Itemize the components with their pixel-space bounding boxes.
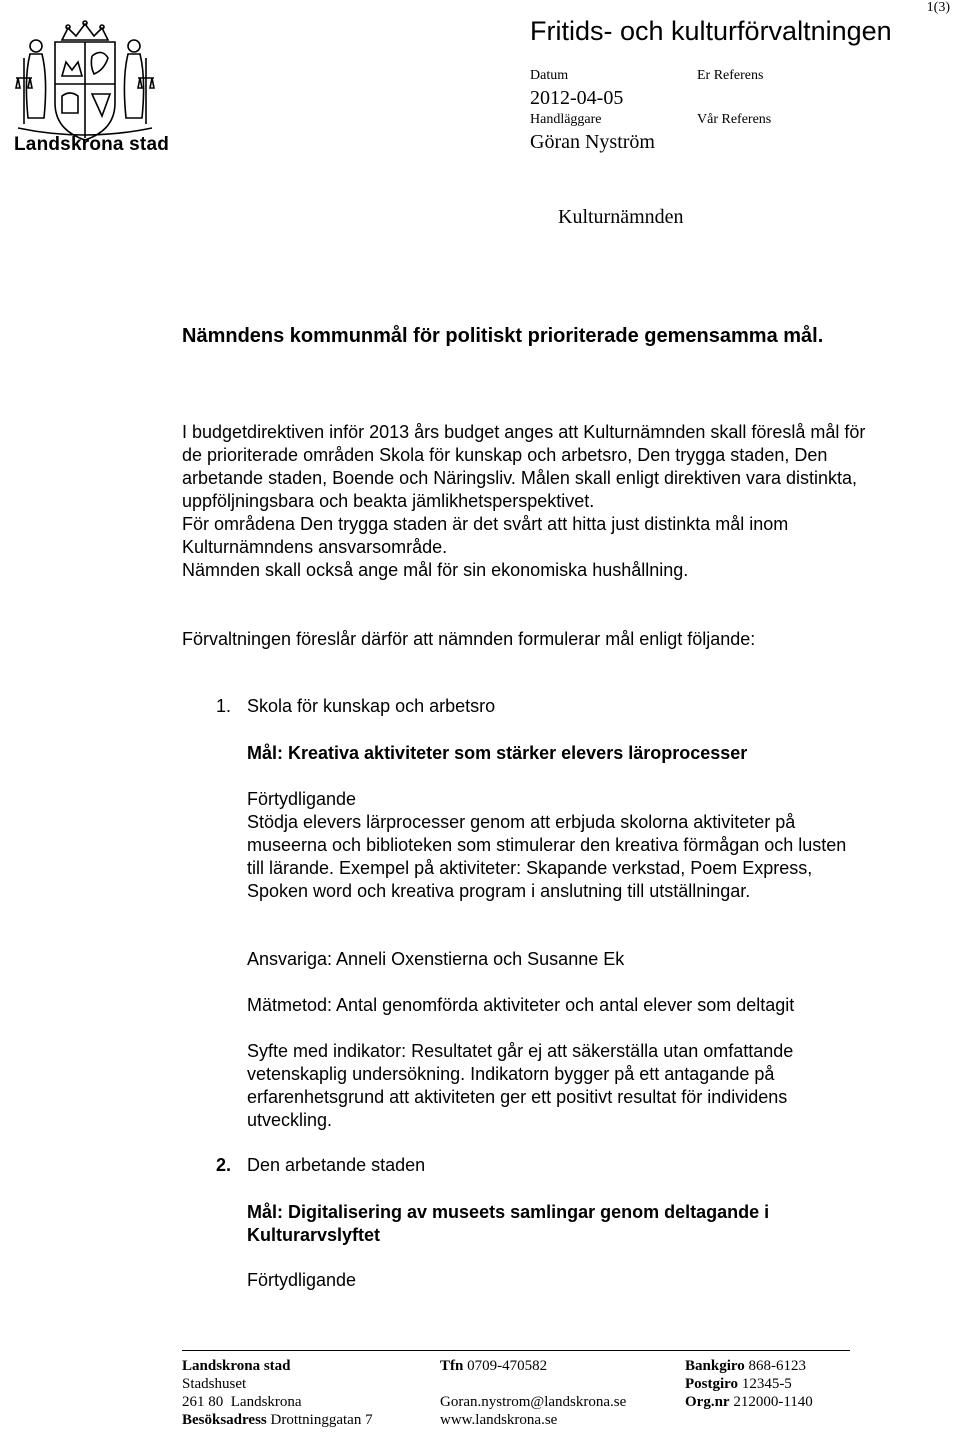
footer-email[interactable]: Goran.nystrom@landskrona.se (440, 1394, 627, 1410)
section-goal: Mål: Kreativa aktiviteter som stärker elevers läroprocesser (247, 743, 748, 763)
footer-bankgiro-label: Bankgiro (685, 1358, 745, 1374)
footer-visit-label: Besöksadress (182, 1412, 267, 1428)
our-reference-label: Vår Referens (697, 112, 772, 127)
footer-bank (685, 1357, 855, 1411)
department-title: Fritids- och kulturförvaltningen (530, 16, 892, 46)
footer-postgiro-value: 12345-5 (741, 1376, 792, 1392)
recipient: Kulturnämnden (558, 206, 684, 228)
footer-building: Stadshuset (182, 1376, 247, 1392)
clarification-text: Stödja elevers lärprocesser genom att erbjuda skolorna aktiviteter på museerna och biblioteken som stimulerar den kreativa förmågan och lusten till lärande. Exempel på aktiviteter: Skapande verkstad, Poem Express, Spoken word och kreativa program i anslutning till utställningar. (247, 812, 847, 901)
handler-value: Göran Nyström (530, 131, 655, 153)
footer-orgnr-value: 212000-1140 (733, 1394, 813, 1410)
footer-address (182, 1357, 432, 1429)
section-title: Skola för kunskap och arbetsro (247, 696, 496, 716)
date-value: 2012-04-05 (530, 87, 624, 109)
proposal-sentence: Förvaltningen föreslår därför att nämnden formulerar mål enligt följande: (182, 629, 756, 649)
indicator-purpose: Syfte med indikator: Resultatet går ej att säkerställa utan omfattande vetenskaplig undersökning. Indikatorn bygger på ett antagande på erfarenhetsgrund att aktiviteten ger ett positivt resultat för individens utveckling. (247, 1041, 794, 1130)
clarification-heading: Förtydligande (247, 789, 357, 809)
footer-contact (440, 1357, 680, 1429)
footer-phone-label: Tfn (440, 1358, 464, 1374)
footer-postgiro-label: Postgiro (685, 1376, 739, 1392)
footer-postal: 261 80 Landskrona (182, 1394, 302, 1410)
section-title: Den arbetande staden (247, 1155, 426, 1175)
section-number: 2. (216, 1155, 232, 1175)
responsible: Ansvariga: Anneli Oxenstierna och Susanne Ek (247, 949, 625, 969)
page-number: 1(3) (926, 0, 950, 15)
footer-visit-value: Drottninggatan 7 (270, 1412, 373, 1428)
intro-line: I budgetdirektiven inför 2013 års budget anges att Kulturnämnden skall föreslå mål för de prioriterade områden Skola för kunskap och arbetsro, Den trygga staden, Den arbetande staden, Boende och Näringsliv. Målen skall enligt direktiven vara distinkta, uppföljningsbara och beakta jämlikhetsperspektivet. (182, 422, 866, 511)
footer-org-name: Landskrona stad (182, 1358, 291, 1374)
document-title: Nämndens kommunmål för politiskt prioriterade gemensamma mål. (182, 325, 824, 347)
date-label: Datum (530, 68, 569, 83)
section-number: 1. (216, 696, 232, 716)
footer-orgnr-label: Org.nr (685, 1394, 730, 1410)
footer-website[interactable]: www.landskrona.se (440, 1412, 558, 1428)
intro-line: För områdena Den trygga staden är det svårt att hitta just distinkta mål inom Kulturnämndens ansvarsområde. (182, 514, 789, 557)
measurement-method: Mätmetod: Antal genomförda aktiviteter och antal elever som deltagit (247, 995, 795, 1015)
logo-wordmark: Landskrona stad (14, 134, 170, 155)
footer-bankgiro-value: 868-6123 (748, 1358, 806, 1374)
handler-label: Handläggare (530, 112, 602, 127)
intro-line: Nämnden skall också ange mål för sin ekonomiska hushållning. (182, 560, 689, 580)
footer-divider (182, 1350, 850, 1351)
footer-phone-value: 0709-470582 (467, 1358, 548, 1374)
section-goal: Mål: Digitalisering av museets samlingar genom deltagande i Kulturarvslyftet (247, 1202, 770, 1245)
intro-paragraph (182, 421, 882, 582)
your-reference-label: Er Referens (697, 68, 764, 83)
clarification-heading: Förtydligande (247, 1270, 357, 1290)
